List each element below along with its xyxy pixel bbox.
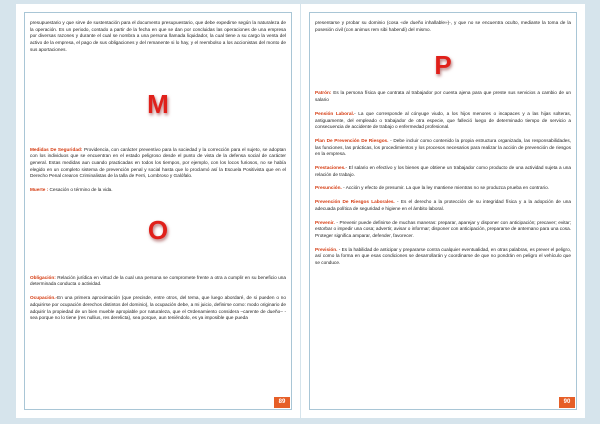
entry-term: Pensión Laboral.	[315, 110, 355, 116]
entry-patron	[315, 90, 571, 103]
entry-definition: - El salario en efectivo y los bienes que obtiene un trabajador como producto de una actividad sujeta a una relación de trabajo.	[315, 165, 571, 177]
entry-definition: Relación jurídica en virtud de la cual una persona se compromete frente a otra a cumplir en su beneficio una determinada conducta o actividad.	[30, 274, 286, 287]
entry-definition: En una primera aproximación (que precisde, entre otros, del tema, que luego abordaré, de si pueden o no adquirirse por ocupación derechos distintos del dominio), la ocupación debe, a mi juicio, definirse como: modo originario de adquirir la propiedad de un bien mueble apropiable por naturaleza, que el Ordenamiento considera –carente de dueño– -sea porque no lo tiene (res nullius, res derelicta), sea porque, aun teniéndolo, es ya imposible que pueda	[30, 295, 286, 321]
entry-definition: - Prevenir puede definirse de muchas maneras: preparar, aparejar y disponer con anticipación; precaver; evitar; estorbar o impedir una cosa; advertir, avisar o informar; disponer con anticipación, prepararse de antemano para una cosa. Proteger significa amparar, defender, favorecer.	[315, 219, 571, 238]
entry-term: Obligación:	[30, 274, 56, 280]
section-letter-o: O	[147, 214, 169, 245]
entry-muerte	[30, 187, 286, 194]
entry-medidas	[30, 147, 286, 181]
right-intro-paragraph: presentarse y probar su dominio (cosa «de dueño inhallable»)-, y que no se encuentra oculto, mediante la toma de la posesión civil (con animus rem sibi habendi) del mismo.	[315, 20, 571, 32]
entry-obligacion	[30, 275, 286, 288]
entry-definition: Es la persona física que contrata al trabajador por cuenta ajena para que preste sus servicios a cambio de un salario	[315, 90, 571, 103]
entry-term: Presunción.	[315, 185, 342, 191]
entry-term: Patrón:	[315, 90, 332, 96]
page-number: 90	[559, 397, 575, 408]
entry-term: Medidas De Seguridad:	[30, 146, 83, 152]
entry-term: Prevención De Riesgos Laborales.	[315, 199, 395, 205]
section-letter-m: M	[147, 88, 169, 119]
entry-term: Plan De Prevención De Riesgos.	[315, 137, 389, 143]
entry-definition: - Acción y efecto de presumir. La que la ley mantiene mientras no se produzca prueba en contrario.	[341, 185, 549, 191]
page-number: 89	[274, 397, 290, 408]
entry-definition: - Es el derecho a la protección de su integridad física y a la adopción de una adecuada política de seguridad e higiene en el ámbito laboral.	[315, 199, 571, 211]
entry-pension	[315, 111, 571, 131]
entry-definition: - Debe incluir como contenido la propia estructura organizada, las responsabilidades, las funciones, las prácticas, los procedimientos y los procesos necesarios para realizar la acción de prevención de riesgos en la empresa.	[315, 137, 571, 157]
entry-term: Ocupación.-	[30, 295, 58, 301]
left-page-content	[30, 20, 286, 396]
entry-prevencion	[315, 199, 571, 212]
entry-term: Muerte :	[30, 187, 49, 193]
entry-term: Prestaciones.	[315, 165, 346, 171]
entry-presuncion	[315, 185, 571, 192]
entry-term: Previsión.	[315, 246, 338, 252]
entry-term: Prevenir.	[315, 219, 335, 225]
entry-plan	[315, 138, 571, 158]
entry-prestaciones	[315, 165, 571, 178]
section-letter-p: P	[434, 50, 452, 81]
entry-definition: - Es la habilidad de anticipar y prepararse contra cualquier eventualidad, en otras palabras, es prever el peligro, así como la forma en que esas condiciones se desarrollarán y coordinarse de que no pondrán en peligro el vehículo que se conduce.	[315, 246, 571, 266]
entry-definition: - La que corresponde al cónyuge viudo, a los hijos menores o incapaces y a las hijas solteras, antiguamente, del empleado o trabajador de otra especie, que falleció luego de determinado tiempo de servicio a consecuencia de accidente de trabajo o enfermedad profesional.	[315, 110, 571, 130]
entry-prevenir	[315, 220, 571, 240]
left-intro-paragraph: presupuestario y que sirve de sustentación para el documento presupuestario, que debe expedirse según la naturaleza de la operación. Es un periodo, contado a partir de la fecha en que se dan por concluidas las operaciones de una empresa por diversas razones y durante el cual se nombra a una persona llamada liquidador, la cual tiene a su cargo la venta del activo de la empresa, el pago de sus obligaciones y del remanente si lo hay, y el reembolso a los accionistas del monto de sus aportaciones.	[30, 20, 286, 52]
left-page	[16, 4, 300, 418]
right-page-content	[315, 20, 571, 396]
entry-definition: Cesación o término de la vida.	[48, 187, 113, 193]
entry-prevision	[315, 247, 571, 267]
right-page	[301, 4, 585, 418]
entry-definition: Providencia, con carácter preventivo para la sociedad y la corrección para el sujeto, se adoptan con los individuos que se encuentran en el estado peligroso desde el punto de vista de la defensa social de carácter general. Estas medidas aun cuando practicadas en todos los tiempos, por ejemplo, con los locos furiosos, no se había elegido en un completo sistema de prevención penal y social hasta que lo proclamó así la Escuela Positivista que en el Derecho Penal crearon Criminalistas de la talla de Ferri, Lombroso y Galófalo.	[30, 146, 286, 179]
entry-ocupacion	[30, 295, 286, 322]
